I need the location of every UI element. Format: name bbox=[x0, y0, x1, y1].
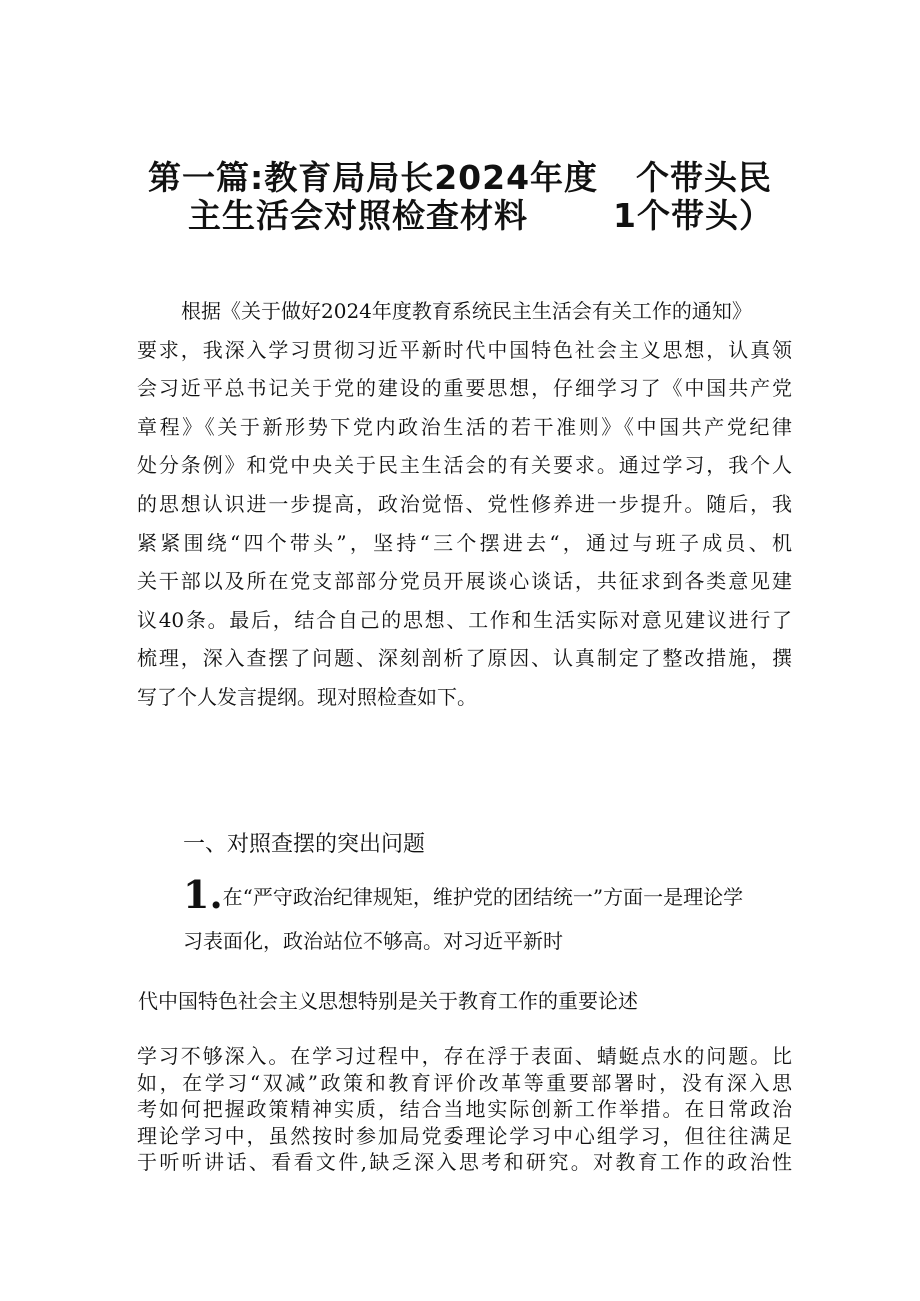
section-heading: 一、对照查摆的突出问题 bbox=[183, 832, 426, 857]
title-line1-right: 个带头民 bbox=[636, 158, 772, 197]
intro-line: 要求，我深入学习贯彻习近平新时代中国特色社会主义思想，认真领 bbox=[137, 337, 792, 362]
item1-text-line1: 在“严守政治纪律规矩，维护党的团结统一”方面一是理论学 bbox=[222, 885, 744, 909]
intro-line: 关干部以及所在党支部部分党员开展谈心谈话，共征求到各类意见建 bbox=[137, 569, 792, 594]
para2-line: 如，在学习“双减”政策和教育评价改革等重要部署时，没有深入思 bbox=[137, 1070, 792, 1095]
body-paragraph-2 bbox=[137, 1043, 792, 1176]
intro-line: 写了个人发言提纲。现对照检查如下。 bbox=[137, 684, 477, 709]
para2-line: 学习不够深入。在学习过程中，存在浮于表面、蜻蜓点水的问题。比 bbox=[137, 1044, 792, 1068]
intro-line: 根据《关于做好2024年度教育系统民主生活会有关工作的通知》 bbox=[181, 299, 752, 323]
item1-first-line bbox=[183, 872, 793, 917]
intro-line: 会习近平总书记关于党的建设的重要思想，仔细学习了《中国共产党 bbox=[137, 376, 792, 401]
item1-text-line2: 习表面化，政治站位不够高。对习近平新时 bbox=[183, 929, 563, 953]
para2-line: 理论学习中，虽然按时参加局党委理论学习中心组学习，但往往满足 bbox=[137, 1123, 792, 1148]
intro-line: 梳理，深入查摆了问题、深刻剖析了原因、认真制定了整改措施，撰 bbox=[137, 646, 792, 671]
intro-line: 的思想认识进一步提高，政治觉悟、党性修养进一步提升。随后，我 bbox=[137, 491, 792, 516]
intro-paragraph bbox=[137, 292, 792, 717]
para2-line: 考如何把握政策精神实质，结合当地实际创新工作举措。在日常政治 bbox=[137, 1097, 792, 1121]
intro-line: 紧紧围绕“四个带头”，坚持“三个摆进去“，通过与班子成员、机 bbox=[137, 530, 792, 555]
title-line1-left: 第一篇:教育局局长2024年度 bbox=[148, 158, 599, 197]
para2-line: 于听听讲话、看看文件,缺乏深入思考和研究。对教育工作的政治性 bbox=[137, 1150, 792, 1174]
intro-line: 议40条。最后，结合自己的思想、工作和生活实际对意见建议进行了 bbox=[137, 607, 792, 632]
title-line2-left: 主生活会对照检查材料 bbox=[188, 196, 528, 235]
item1-number: 1. bbox=[183, 872, 223, 917]
item1-text-line3: 代中国特色社会主义思想特别是关于教育工作的重要论述 bbox=[138, 989, 638, 1013]
intro-line: 处分条例》和党中央关于民主生活会的有关要求。通过学习，我个人 bbox=[137, 453, 792, 478]
intro-line: 章程》《关于新形势下党内政治生活的若干准则》《中国共产党纪律 bbox=[137, 414, 792, 439]
title-line2-right: 1个带头） bbox=[613, 196, 773, 235]
